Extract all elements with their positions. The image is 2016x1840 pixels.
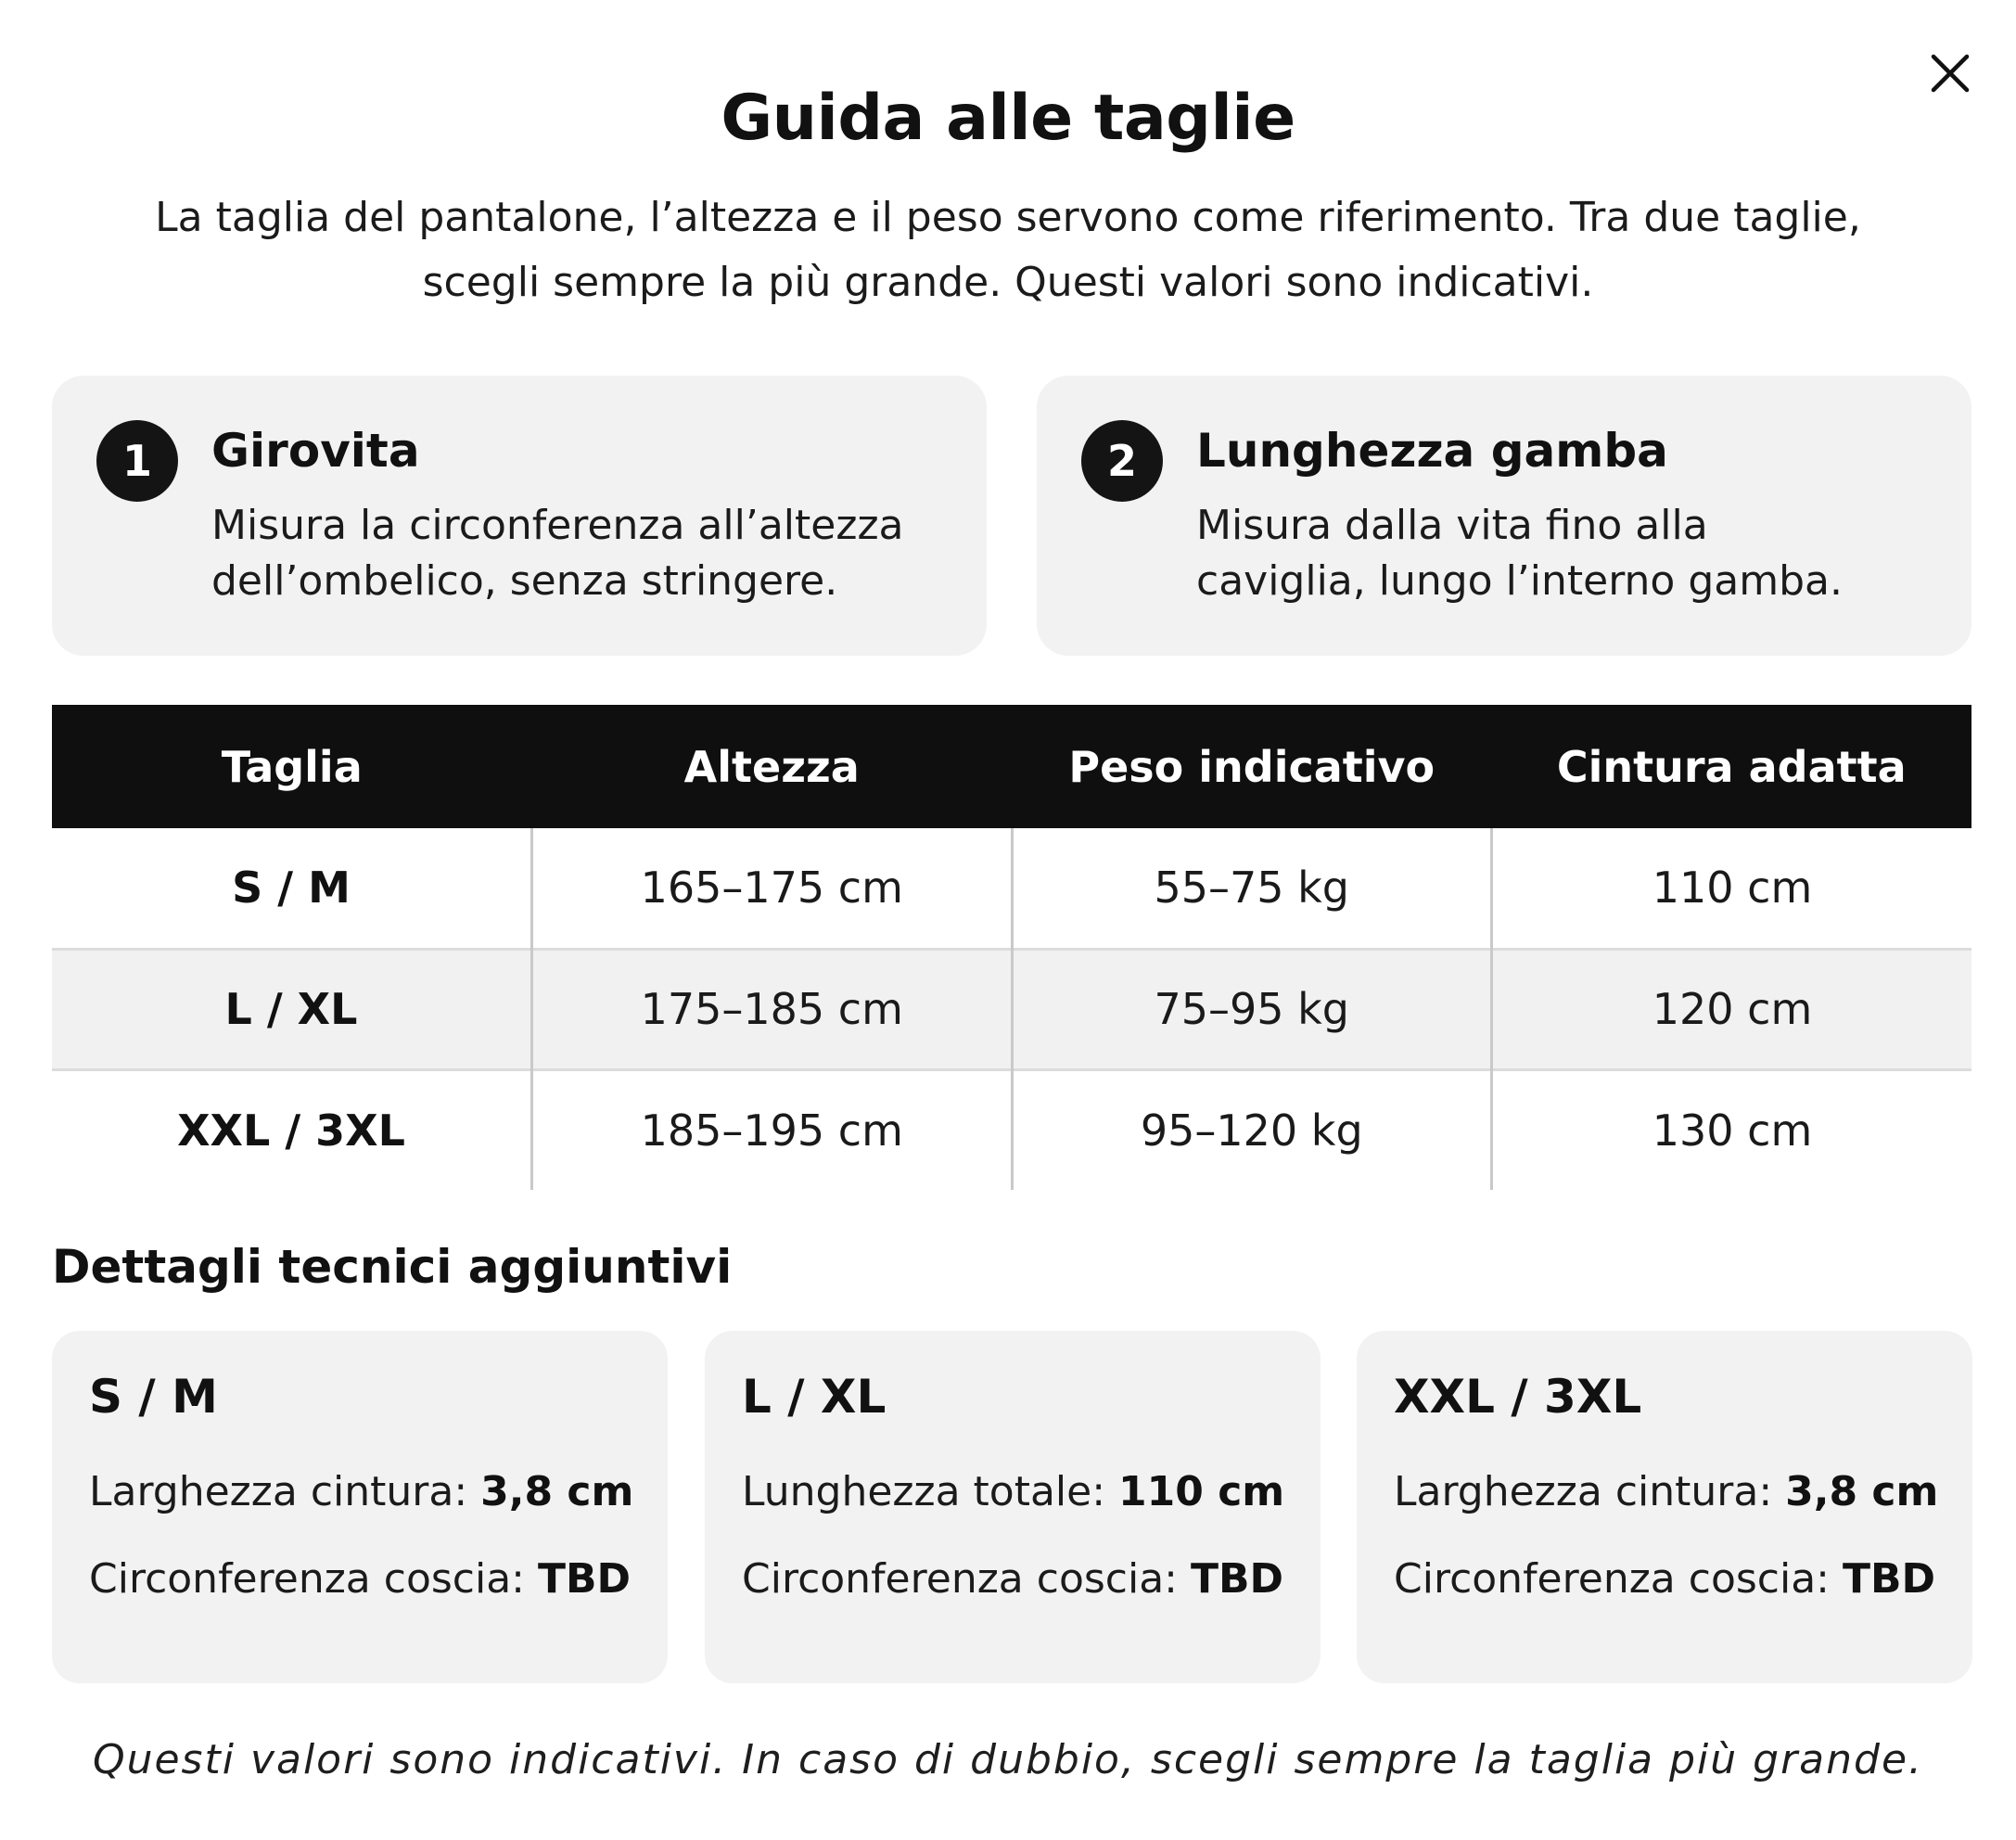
weight-cell: 55–75 kg <box>1012 828 1492 949</box>
detail-card-title: XXL / 3XL <box>1394 1370 1642 1424</box>
detail-value: 3,8 cm <box>1785 1468 1939 1515</box>
size-cell: XXL / 3XL <box>52 1069 532 1190</box>
detail-label: Circonferenza coscia: <box>742 1555 1178 1603</box>
detail-label: Larghezza cintura: <box>89 1468 468 1515</box>
detail-line <box>1394 1468 1938 1515</box>
measure-card-waist <box>52 376 987 656</box>
subtitle-line: scegli sempre la più grande. Questi valori sono indicativi. <box>422 259 1594 306</box>
table-header-row <box>52 705 1971 828</box>
details-section-title: Dettagli tecnici aggiuntivi <box>52 1240 733 1294</box>
detail-value: TBD <box>1191 1555 1284 1603</box>
column-header-height: Altezza <box>532 705 1013 828</box>
detail-label: Lunghezza totale: <box>742 1468 1106 1515</box>
detail-line <box>89 1468 633 1515</box>
height-cell: 175–185 cm <box>532 949 1013 1069</box>
detail-line <box>89 1555 631 1603</box>
dialog-title: Guida alle taglie <box>721 82 1295 155</box>
description-line: caviglia, lungo l’interno gamba. <box>1196 557 1843 605</box>
subtitle-line: La taglia del pantalone, l’altezza e il peso servono come riferimento. Tra due taglie, <box>155 194 1861 241</box>
table-row <box>52 949 1971 1069</box>
size-cell: S / M <box>232 862 351 914</box>
height-cell: 165–175 cm <box>532 828 1013 949</box>
detail-card-s-m <box>52 1331 668 1683</box>
detail-value: 3,8 cm <box>480 1468 634 1515</box>
measure-card-title: Girovita <box>211 424 420 478</box>
column-header-weight: Peso indicativo <box>1012 705 1492 828</box>
table-row <box>52 1069 1971 1190</box>
description-line: dell’ombelico, senza stringere. <box>211 557 838 605</box>
size-table <box>52 705 1971 1190</box>
detail-value: TBD <box>1843 1555 1936 1603</box>
weight-cell: 75–95 kg <box>1012 949 1492 1069</box>
belt-cell: 130 cm <box>1492 1069 1972 1190</box>
measure-card-description <box>1196 498 1947 609</box>
measure-card-leg-length <box>1037 376 1971 656</box>
step-number-badge: 1 <box>96 420 178 502</box>
detail-value: 110 cm <box>1118 1468 1285 1515</box>
detail-card-l-xl <box>705 1331 1321 1683</box>
dialog-subtitle <box>83 185 1933 315</box>
description-line: Misura dalla vita fino alla <box>1196 502 1708 549</box>
description-line: Misura la circonferenza all’altezza <box>211 502 904 549</box>
detail-line <box>1394 1555 1935 1603</box>
column-header-belt: Cintura adatta <box>1492 705 1972 828</box>
belt-cell: 120 cm <box>1492 949 1972 1069</box>
detail-line <box>742 1555 1283 1603</box>
measure-card-title: Lunghezza gamba <box>1196 424 1668 478</box>
detail-card-title: L / XL <box>742 1370 887 1424</box>
detail-card-xxl-3xl <box>1357 1331 1972 1683</box>
detail-card-title: S / M <box>89 1370 218 1424</box>
detail-value: TBD <box>538 1555 632 1603</box>
measure-card-description <box>211 498 963 609</box>
height-cell: 185–195 cm <box>532 1069 1013 1190</box>
table-row <box>52 828 1971 949</box>
weight-cell: 95–120 kg <box>1012 1069 1492 1190</box>
detail-line <box>742 1468 1284 1515</box>
detail-label: Circonferenza coscia: <box>89 1555 525 1603</box>
belt-cell: 110 cm <box>1492 828 1972 949</box>
step-number-badge: 2 <box>1081 420 1163 502</box>
detail-label: Larghezza cintura: <box>1394 1468 1773 1515</box>
detail-label: Circonferenza coscia: <box>1394 1555 1830 1603</box>
footnote: Questi valori sono indicativi. In caso di dubbio, scegli sempre la taglia più grande. <box>92 1736 1924 1783</box>
size-cell: L / XL <box>52 949 532 1069</box>
column-header-size: Taglia <box>52 705 532 828</box>
